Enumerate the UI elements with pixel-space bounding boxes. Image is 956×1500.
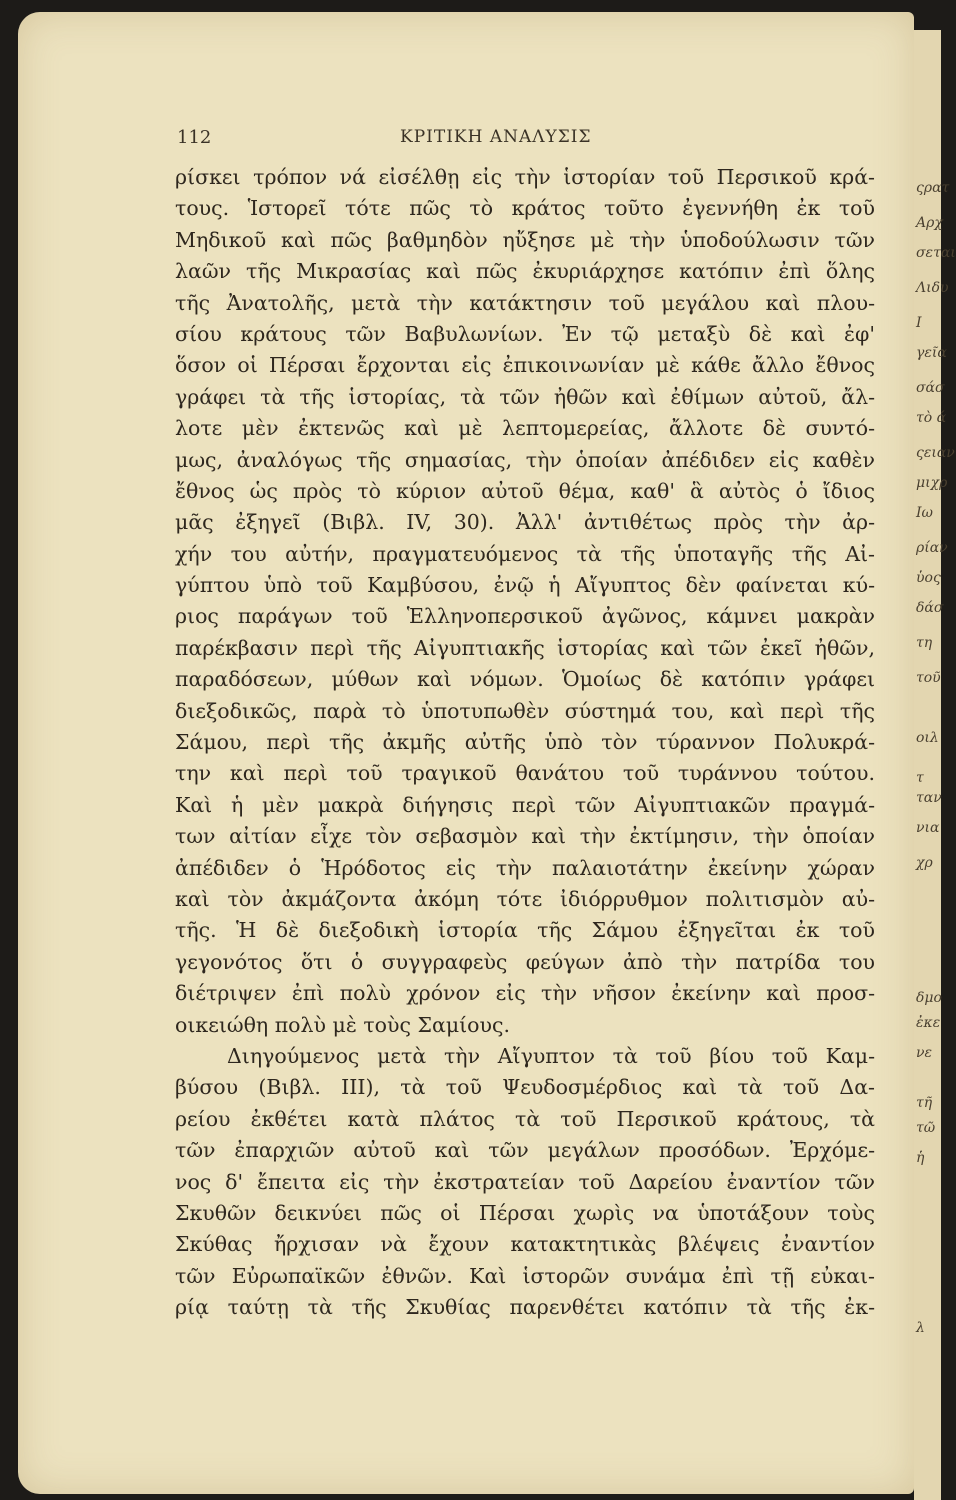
text-line: γεγονότος ὅτι ὁ συγγραφεὺς φεύγων ἀπὸ τὴν πατρίδα του [175,949,875,974]
facing-fragment: δάσ [916,600,944,616]
facing-fragment: μιχρ [916,475,948,491]
facing-fragment: τ [916,770,924,786]
text-line: Σκύθας ἤρχισαν νὰ ἔχουν κατακτητικὰς βλέψεις ἐναντίον [175,1232,875,1257]
text-line: ἔθνος ὡς πρὸς τὸ κύριον αὐτοῦ θέμα, καθ' ἃ αὐτὸς ὁ ἴδιος [175,478,875,503]
text-line: τῶν ἐπαρχιῶν αὐτοῦ καὶ τῶν μεγάλων προσόδων. Ἐρχόμε- [175,1138,875,1163]
text-line: Διηγούμενος μετὰ τὴν Αἴγυπτον τὰ τοῦ βίου τοῦ Καμ- [227,1043,875,1068]
text-line: καὶ τὸν ἀκμάζοντα ἀκόμη τότε ἰδιόρρυθμον πολιτισμὸν αὐ- [175,886,875,911]
text-line: τῶν Εὐρωπαϊκῶν ἐθνῶν. Καὶ ἱστορῶν συνάμα ἐπὶ τῇ εὐκαι- [175,1263,875,1288]
facing-fragment: Ιω [916,505,933,521]
running-title: ΚΡΙΤΙΚΗ ΑΝΑΛΥΣΙΣ [400,127,592,147]
text-line: μᾶς ἐξηγεῖ (Βιβλ. IV, 30). Ἀλλ' ἀντιθέτως πρὸς τὴν ἀρ- [175,510,875,535]
facing-fragment: ὑος [916,570,941,586]
text-line: την καὶ περὶ τοῦ τραγικοῦ θανάτου τοῦ τυράννου τούτου. [175,761,875,786]
facing-fragment: τῶ [916,1120,936,1136]
facing-fragment: σεται [916,245,956,261]
text-line: λοτε μὲν ἐκτενῶς καὶ μὲ λεπτομερείας, ἄλλοτε δὲ συντό- [175,416,875,441]
facing-page-edge [914,30,956,1500]
facing-fragment: τὸ ά [916,410,947,426]
text-line: ἀπέδιδεν ὁ Ἡρόδοτος εἰς τὴν παλαιοτάτην ἐκείνην χώραν [175,855,875,880]
text-line: διεξοδικῶς, παρὰ τὸ ὑποτυπωθὲν σύστημά του, καὶ περὶ τῆς [175,698,875,723]
text-line: παρέκβασιν περὶ τῆς Αἰγυπτιακῆς ἱστορίας καὶ τῶν ἐκεῖ ἠθῶν, [175,635,875,660]
text-line: Σκυθῶν δεικνύει πῶς οἱ Πέρσαι χωρὶς να ὑποτάξουν τοὺς [175,1200,875,1225]
text-line: ὅσον οἱ Πέρσαι ἔρχονται εἰς ἐπικοινωνίαν μὲ κάθε ἄλλο ἔθνος [175,353,875,378]
text-line: ρίσκει τρόπον νά εἰσέλθῃ εἰς τὴν ἱστορίαν τοῦ Περσικοῦ κρά- [175,165,875,189]
page-number: 112 [177,127,212,148]
text-line: γύπτου ὑπὸ τοῦ Καμβύσου, ἐνῷ ἡ Αἴγυπτος δὲν φαίνεται κύ- [175,573,875,598]
facing-fragment: γεῖα [916,345,947,361]
facing-fragment: τοῦ [916,670,941,686]
facing-fragment: νια [916,820,940,836]
facing-fragment: Αρχ [916,215,943,231]
facing-fragment: σάσ [916,380,945,396]
facing-fragment: ρίαν [916,540,948,556]
text-line: τῆς. Ἡ δὲ διεξοδικὴ ἱστορία τῆς Σάμου ἐξηγεῖται ἐκ τοῦ [175,918,875,943]
text-line: ρίᾳ ταύτῃ τὰ τῆς Σκυθίας παρενθέτει κατόπιν τὰ τῆς ἐκ- [175,1295,875,1320]
text-line: ριος παράγων τοῦ Ἑλληνοπερσικοῦ ἀγῶνος, κάμνει μακρὰν [175,604,875,629]
facing-fragment: δμο [916,990,942,1006]
text-line: παραδόσεων, μύθων καὶ νόμων. Ὁμοίως δὲ κατόπιν γράφει [175,667,875,692]
text-line: γράφει τὰ τῆς ἱστορίας, τὰ τῶν ἠθῶν καὶ ἐθίμων αὐτοῦ, ἄλ- [175,384,875,409]
facing-fragment: ταν [916,790,942,806]
facing-fragment: ςρατ [916,180,950,196]
facing-fragment: ἐκε [916,1015,941,1031]
text-line: Καὶ ἡ μὲν μακρὰ διήγησις περὶ τῶν Αἰγυπτιακῶν πραγμά- [175,792,875,817]
text-line: τῆς Ἀνατολῆς, μετὰ τὴν κατάκτησιν τοῦ μεγάλου καὶ πλου- [175,290,875,315]
facing-fragment: νε [916,1045,933,1061]
facing-fragment: Ι [916,315,922,331]
facing-fragment: χρ [916,855,933,871]
text-line: οικειώθη πολὺ μὲ τοὺς Σαμίους. [175,1012,510,1037]
facing-fragment: ςειαν [916,445,955,461]
facing-fragment: τη [916,635,933,651]
facing-fragment: Λιδυ [916,280,949,296]
text-line: ρείου ἐκθέτει κατὰ πλάτος τὰ τοῦ Περσικοῦ κράτους, τὰ [175,1106,875,1131]
facing-fragment: ἡ [916,1150,925,1166]
text-line: Σάμου, περὶ τῆς ἀκμῆς αὐτῆς ὑπὸ τὸν τύραννον Πολυκρά- [175,730,875,755]
facing-fragment: τῆ [916,1095,933,1111]
text-line: νος δ' ἔπειτα εἰς τὴν ἐκστρατείαν τοῦ Δαρείου ἐναντίον τῶν [175,1169,875,1194]
text-line: Μηδικοῦ καὶ πῶς βαθμηδὸν ηὔξησε μὲ τὴν ὑποδούλωσιν τῶν [175,227,875,252]
page-header [0,127,941,149]
text-line: των αἰτίαν εἶχε τὸν σεβασμὸν καὶ τὴν ἐκτίμησιν, τὴν ὁποίαν [175,824,875,849]
body-text [175,162,875,1323]
facing-fragment: οιλ [916,730,939,746]
text-line: χήν του αὐτήν, πραγματευόμενος τὰ τῆς ὑποταγῆς τῆς Αἰ- [175,541,875,566]
text-line: τους. Ἱστορεῖ τότε πῶς τὸ κράτος τοῦτο ἐγεννήθη ἐκ τοῦ [175,196,875,221]
text-line: λαῶν τῆς Μικρασίας καὶ πῶς ἐκυριάρχησε κατόπιν ἐπὶ ὅλης [175,259,875,284]
facing-fragment: λ [916,1320,925,1336]
text-line: μως, ἀναλόγως τῆς σημασίας, τὴν ὁποίαν ἀπέδιδεν εἰς καθὲν [175,447,875,472]
text-line: βύσου (Βιβλ. III), τὰ τοῦ Ψευδοσμέρδιος καὶ τὰ τοῦ Δα- [175,1075,875,1100]
text-line: σίου κράτους τῶν Βαβυλωνίων. Ἐν τῷ μεταξὺ δὲ καὶ ἐφ' [175,321,875,346]
text-line: διέτριψεν ἐπὶ πολὺ χρόνον εἰς τὴν νῆσον ἐκείνην καὶ προσ- [175,981,875,1006]
